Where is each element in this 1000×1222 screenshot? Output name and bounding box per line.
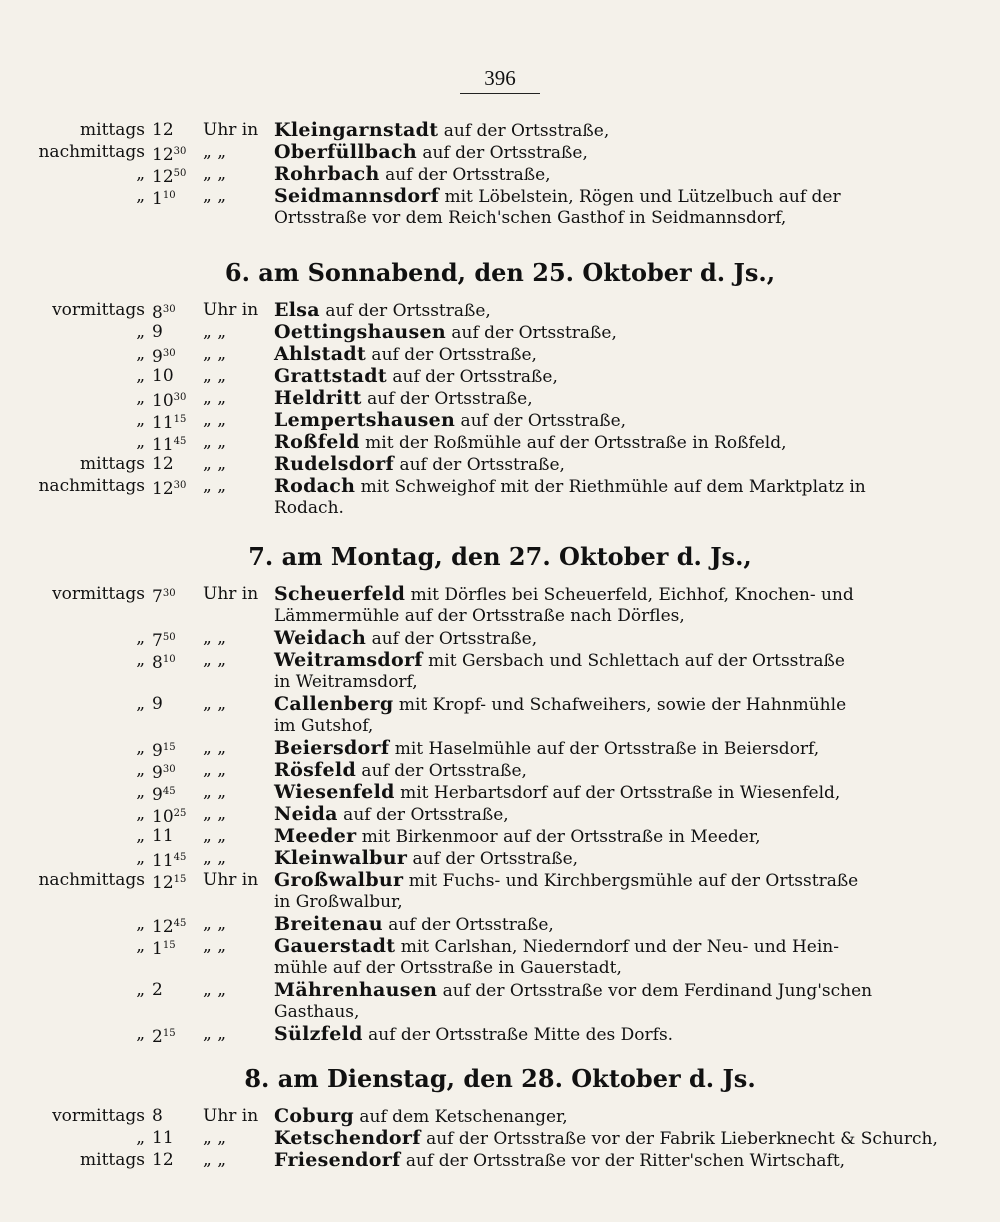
time-value — [152, 320, 192, 344]
time-hour: 12 — [152, 479, 174, 499]
uhr-in-label: Uhr in — [203, 120, 259, 140]
place-name: Callenberg — [274, 693, 394, 715]
schedule-row — [0, 626, 1000, 650]
place-description: auf der Ortsstraße vor der Fabrik Lieberknecht & Schurch, — [420, 1129, 938, 1149]
place-name: Rudelsdorf — [274, 453, 395, 475]
place-description: auf der Ortsstraße vor der Ritter'schen Wirtschaft, — [400, 1151, 846, 1171]
time-value — [152, 184, 192, 211]
uhr-in-label: „ „ — [203, 388, 227, 408]
time-prefix: mittags — [80, 454, 145, 474]
time-value — [152, 452, 192, 476]
time-hour: 9 — [152, 741, 163, 761]
continuation-text: Ortsstraße vor dem Reich'schen Gasthof in Seidmannsdorf, — [274, 208, 787, 228]
schedule-row — [0, 298, 1000, 322]
time-value — [152, 118, 192, 142]
place-description: mit Gersbach und Schlettach auf der Ortsstraße — [422, 651, 845, 671]
time-hour: 12 — [152, 120, 174, 140]
place-name: Großwalbur — [274, 869, 404, 891]
schedule-row — [0, 364, 1000, 388]
place-entry — [274, 1148, 845, 1173]
place-name: Rodach — [274, 475, 356, 497]
schedule-row — [0, 408, 1000, 432]
uhr-in-label: „ „ — [203, 760, 227, 780]
time-prefix: „ — [136, 826, 145, 846]
schedule-row — [0, 934, 1000, 958]
time-value — [152, 1022, 192, 1049]
uhr-in-label: „ „ — [203, 782, 227, 802]
place-name: Seidmannsdorf — [274, 185, 440, 207]
time-minutes: 30 — [173, 480, 187, 491]
place-description: auf der Ortsstraße, — [382, 915, 554, 935]
continuation-text: Lämmermühle auf der Ortsstraße nach Dörfles, — [274, 606, 685, 626]
schedule-row — [0, 1148, 1000, 1172]
time-hour: 9 — [152, 322, 163, 342]
time-minutes: 10 — [162, 190, 176, 201]
schedule-row — [0, 452, 1000, 476]
time-minutes: 15 — [162, 1028, 176, 1039]
schedule-row — [0, 386, 1000, 410]
place-name: Heldritt — [274, 387, 362, 409]
time-hour: 1 — [152, 189, 163, 209]
schedule-row — [0, 692, 1000, 716]
place-name: Friesendorf — [274, 1149, 401, 1171]
continuation-text: in Weitramsdorf, — [274, 672, 418, 692]
place-description: mit Schweighof mit der Riethmühle auf dem Marktplatz in — [355, 477, 866, 497]
time-hour: 10 — [152, 391, 174, 411]
time-prefix: „ — [136, 694, 145, 714]
uhr-in-label: „ „ — [203, 980, 227, 1000]
schedule-row — [0, 780, 1000, 804]
uhr-in-label: „ „ — [203, 628, 227, 648]
page-number: 396 — [460, 66, 540, 94]
schedule-row — [0, 978, 1000, 1002]
schedule-row — [0, 320, 1000, 344]
time-hour: 8 — [152, 303, 163, 323]
place-name: Wiesenfeld — [274, 781, 395, 803]
time-prefix: „ — [136, 804, 145, 824]
time-prefix: mittags — [80, 120, 145, 140]
time-hour: 10 — [152, 807, 174, 827]
time-minutes: 30 — [162, 764, 176, 775]
time-hour: 9 — [152, 347, 163, 367]
place-name: Beiersdorf — [274, 737, 390, 759]
place-description: auf der Ortsstraße, — [319, 301, 491, 321]
place-description: mit Carlshan, Niederndorf und der Neu- und Hein- — [395, 937, 839, 957]
schedule-row — [0, 184, 1000, 208]
uhr-in-label: „ „ — [203, 344, 227, 364]
schedule-row — [0, 846, 1000, 870]
uhr-in-label: „ „ — [203, 366, 227, 386]
place-description: auf der Ortsstraße, — [386, 367, 558, 387]
time-prefix: „ — [136, 848, 145, 868]
time-minutes: 45 — [173, 918, 187, 929]
time-minutes: 10 — [162, 654, 176, 665]
time-value — [152, 474, 192, 501]
time-prefix: „ — [136, 322, 145, 342]
place-description: mit Haselmühle auf der Ortsstraße in Beiersdorf, — [389, 739, 820, 759]
time-prefix: „ — [136, 628, 145, 648]
uhr-in-label: „ „ — [203, 804, 227, 824]
time-prefix: „ — [136, 914, 145, 934]
time-value — [152, 1148, 192, 1172]
time-prefix: nachmittags — [38, 870, 145, 890]
time-hour: 9 — [152, 785, 163, 805]
time-hour: 7 — [152, 587, 163, 607]
time-minutes: 30 — [162, 588, 176, 599]
time-hour: 11 — [152, 413, 174, 433]
time-hour: 1 — [152, 939, 163, 959]
time-value — [152, 1126, 192, 1150]
continuation-text: mühle auf der Ortsstraße in Gauerstadt, — [274, 958, 622, 978]
place-name: Coburg — [274, 1105, 354, 1127]
schedule-row — [0, 342, 1000, 366]
time-prefix: „ — [136, 936, 145, 956]
uhr-in-label: „ „ — [203, 432, 227, 452]
place-name: Kleinwalbur — [274, 847, 408, 869]
place-description: mit der Roßmühle auf der Ortsstraße in Roßfeld, — [359, 433, 787, 453]
time-prefix: „ — [136, 388, 145, 408]
uhr-in-label: „ „ — [203, 322, 227, 342]
time-hour: 11 — [152, 1128, 174, 1148]
place-name: Roßfeld — [274, 431, 360, 453]
place-description: auf der Ortsstraße, — [366, 629, 538, 649]
time-minutes: 30 — [173, 146, 187, 157]
time-minutes: 15 — [173, 414, 187, 425]
time-hour: 11 — [152, 435, 174, 455]
continuation-text: in Großwalbur, — [274, 892, 403, 912]
time-value — [152, 824, 192, 848]
schedule-row — [0, 736, 1000, 760]
time-hour: 7 — [152, 631, 163, 651]
schedule-row — [0, 824, 1000, 848]
place-name: Oettingshausen — [274, 321, 446, 343]
place-name: Meeder — [274, 825, 357, 847]
time-hour: 10 — [152, 366, 174, 386]
place-entry — [274, 1022, 673, 1047]
schedule-row — [0, 1126, 1000, 1150]
place-description: auf der Ortsstraße, — [356, 761, 527, 781]
place-name: Rohrbach — [274, 163, 380, 185]
uhr-in-label: „ „ — [203, 454, 227, 474]
place-description: auf der Ortsstraße, — [455, 411, 627, 431]
uhr-in-label: „ „ — [203, 936, 227, 956]
place-description: mit Dörfles bei Scheuerfeld, Eichhof, Knochen- und — [405, 585, 854, 605]
uhr-in-label: „ „ — [203, 738, 227, 758]
time-hour: 12 — [152, 1150, 174, 1170]
time-hour: 11 — [152, 851, 174, 871]
place-name: Rösfeld — [274, 759, 357, 781]
place-description: auf der Ortsstraße, — [445, 323, 617, 343]
time-prefix: „ — [136, 738, 145, 758]
time-hour: 2 — [152, 980, 163, 1000]
place-description: auf der Ortsstraße, — [394, 455, 565, 475]
time-hour: 12 — [152, 167, 174, 187]
time-prefix: „ — [136, 366, 145, 386]
uhr-in-label: „ „ — [203, 1024, 227, 1044]
time-minutes: 45 — [173, 436, 187, 447]
schedule-row — [0, 1022, 1000, 1046]
place-name: Breitenau — [274, 913, 383, 935]
time-hour: 9 — [152, 694, 163, 714]
time-prefix: „ — [136, 410, 145, 430]
time-value — [152, 1104, 192, 1128]
schedule-row — [0, 868, 1000, 892]
place-entry — [274, 978, 872, 1003]
time-value — [152, 692, 192, 716]
schedule-row — [0, 162, 1000, 186]
time-value — [152, 582, 192, 609]
time-value — [152, 978, 192, 1002]
section-heading: 8. am Dienstag, den 28. Oktober d. Js. — [244, 1064, 756, 1093]
uhr-in-label: „ „ — [203, 848, 227, 868]
place-entry — [274, 474, 866, 499]
time-hour: 8 — [152, 653, 163, 673]
uhr-in-label: Uhr in — [203, 1106, 259, 1126]
time-hour: 12 — [152, 873, 174, 893]
uhr-in-label: „ „ — [203, 142, 227, 162]
time-hour: 12 — [152, 454, 174, 474]
schedule-row — [0, 1104, 1000, 1128]
place-name: Oberfüllbach — [274, 141, 417, 163]
schedule-row — [0, 582, 1000, 606]
place-description: mit Birkenmoor auf der Ortsstraße in Meeder, — [356, 827, 761, 847]
time-prefix: nachmittags — [38, 476, 145, 496]
time-value — [152, 648, 192, 675]
place-name: Mährenhausen — [274, 979, 438, 1001]
place-description: auf der Ortsstraße, — [366, 345, 537, 365]
place-description: auf der Ortsstraße, — [337, 805, 509, 825]
schedule-row — [0, 912, 1000, 936]
time-minutes: 15 — [173, 874, 187, 885]
time-prefix: „ — [136, 344, 145, 364]
time-prefix: mittags — [80, 1150, 145, 1170]
place-description: auf der Ortsstraße, — [379, 165, 551, 185]
time-prefix: „ — [136, 432, 145, 452]
time-value — [152, 364, 192, 388]
uhr-in-label: „ „ — [203, 1128, 227, 1148]
schedule-row — [0, 474, 1000, 498]
uhr-in-label: „ „ — [203, 914, 227, 934]
continuation-text: Rodach. — [274, 498, 344, 518]
place-name: Elsa — [274, 299, 320, 321]
place-name: Weidach — [274, 627, 367, 649]
time-minutes: 50 — [173, 168, 187, 179]
place-description: mit Fuchs- und Kirchbergsmühle auf der Ortsstraße — [403, 871, 859, 891]
place-name: Sülzfeld — [274, 1023, 363, 1045]
time-hour: 12 — [152, 145, 174, 165]
schedule-row — [0, 758, 1000, 782]
uhr-in-label: „ „ — [203, 826, 227, 846]
uhr-in-label: Uhr in — [203, 584, 259, 604]
place-description: auf der Ortsstraße Mitte des Dorfs. — [362, 1025, 674, 1045]
uhr-in-label: „ „ — [203, 186, 227, 206]
place-name: Gauerstadt — [274, 935, 396, 957]
time-prefix: vormittags — [52, 584, 145, 604]
schedule-row — [0, 118, 1000, 142]
time-prefix: „ — [136, 782, 145, 802]
uhr-in-label: „ „ — [203, 410, 227, 430]
time-prefix: „ — [136, 650, 145, 670]
place-name: Scheuerfeld — [274, 583, 406, 605]
place-description: auf der Ortsstraße, — [361, 389, 533, 409]
time-minutes: 15 — [162, 940, 176, 951]
schedule-row — [0, 802, 1000, 826]
place-description: auf der Ortsstraße vor dem Ferdinand Jung'schen — [437, 981, 873, 1001]
place-description: mit Herbartsdorf auf der Ortsstraße in Wiesenfeld, — [394, 783, 841, 803]
section-heading: 7. am Montag, den 27. Oktober d. Js., — [248, 542, 752, 571]
place-description: auf der Ortsstraße, — [407, 849, 579, 869]
schedule-row — [0, 140, 1000, 164]
place-description: auf der Ortsstraße, — [416, 143, 588, 163]
place-name: Grattstadt — [274, 365, 387, 387]
schedule-row — [0, 648, 1000, 672]
time-minutes: 45 — [173, 852, 187, 863]
place-description: auf der Ortsstraße, — [438, 121, 610, 141]
continuation-text: Gasthaus, — [274, 1002, 360, 1022]
place-name: Kleingarnstadt — [274, 119, 439, 141]
time-prefix: „ — [136, 1024, 145, 1044]
place-name: Ahlstadt — [274, 343, 367, 365]
time-prefix: „ — [136, 760, 145, 780]
time-prefix: nachmittags — [38, 142, 145, 162]
place-description: mit Kropf- und Schafweihers, sowie der Hahnmühle — [393, 695, 847, 715]
time-minutes: 15 — [162, 742, 176, 753]
uhr-in-label: Uhr in — [203, 870, 259, 890]
time-prefix: vormittags — [52, 1106, 145, 1126]
uhr-in-label: „ „ — [203, 164, 227, 184]
continuation-text: im Gutshof, — [274, 716, 374, 736]
time-prefix: „ — [136, 1128, 145, 1148]
time-prefix: vormittags — [52, 300, 145, 320]
uhr-in-label: Uhr in — [203, 300, 259, 320]
time-minutes: 25 — [173, 808, 187, 819]
uhr-in-label: „ „ — [203, 694, 227, 714]
time-prefix: „ — [136, 980, 145, 1000]
time-hour: 11 — [152, 826, 174, 846]
time-prefix: „ — [136, 186, 145, 206]
uhr-in-label: „ „ — [203, 476, 227, 496]
place-name: Weitramsdorf — [274, 649, 423, 671]
place-description: mit Löbelstein, Rögen und Lützelbuch auf der — [439, 187, 841, 207]
place-name: Ketschendorf — [274, 1127, 421, 1149]
place-name: Lempertshausen — [274, 409, 456, 431]
time-value — [152, 934, 192, 961]
time-hour: 12 — [152, 917, 174, 937]
time-minutes: 30 — [162, 348, 176, 359]
place-name: Neida — [274, 803, 338, 825]
time-hour: 8 — [152, 1106, 163, 1126]
place-description: auf dem Ketschenanger, — [354, 1107, 568, 1127]
time-hour: 9 — [152, 763, 163, 783]
time-minutes: 50 — [162, 632, 176, 643]
uhr-in-label: „ „ — [203, 1150, 227, 1170]
section-heading: 6. am Sonnabend, den 25. Oktober d. Js., — [224, 258, 776, 287]
uhr-in-label: „ „ — [203, 650, 227, 670]
time-minutes: 30 — [162, 304, 176, 315]
schedule-row — [0, 430, 1000, 454]
time-minutes: 45 — [162, 786, 176, 797]
time-value — [152, 868, 192, 895]
time-hour: 2 — [152, 1027, 163, 1047]
time-minutes: 30 — [173, 392, 187, 403]
time-prefix: „ — [136, 164, 145, 184]
